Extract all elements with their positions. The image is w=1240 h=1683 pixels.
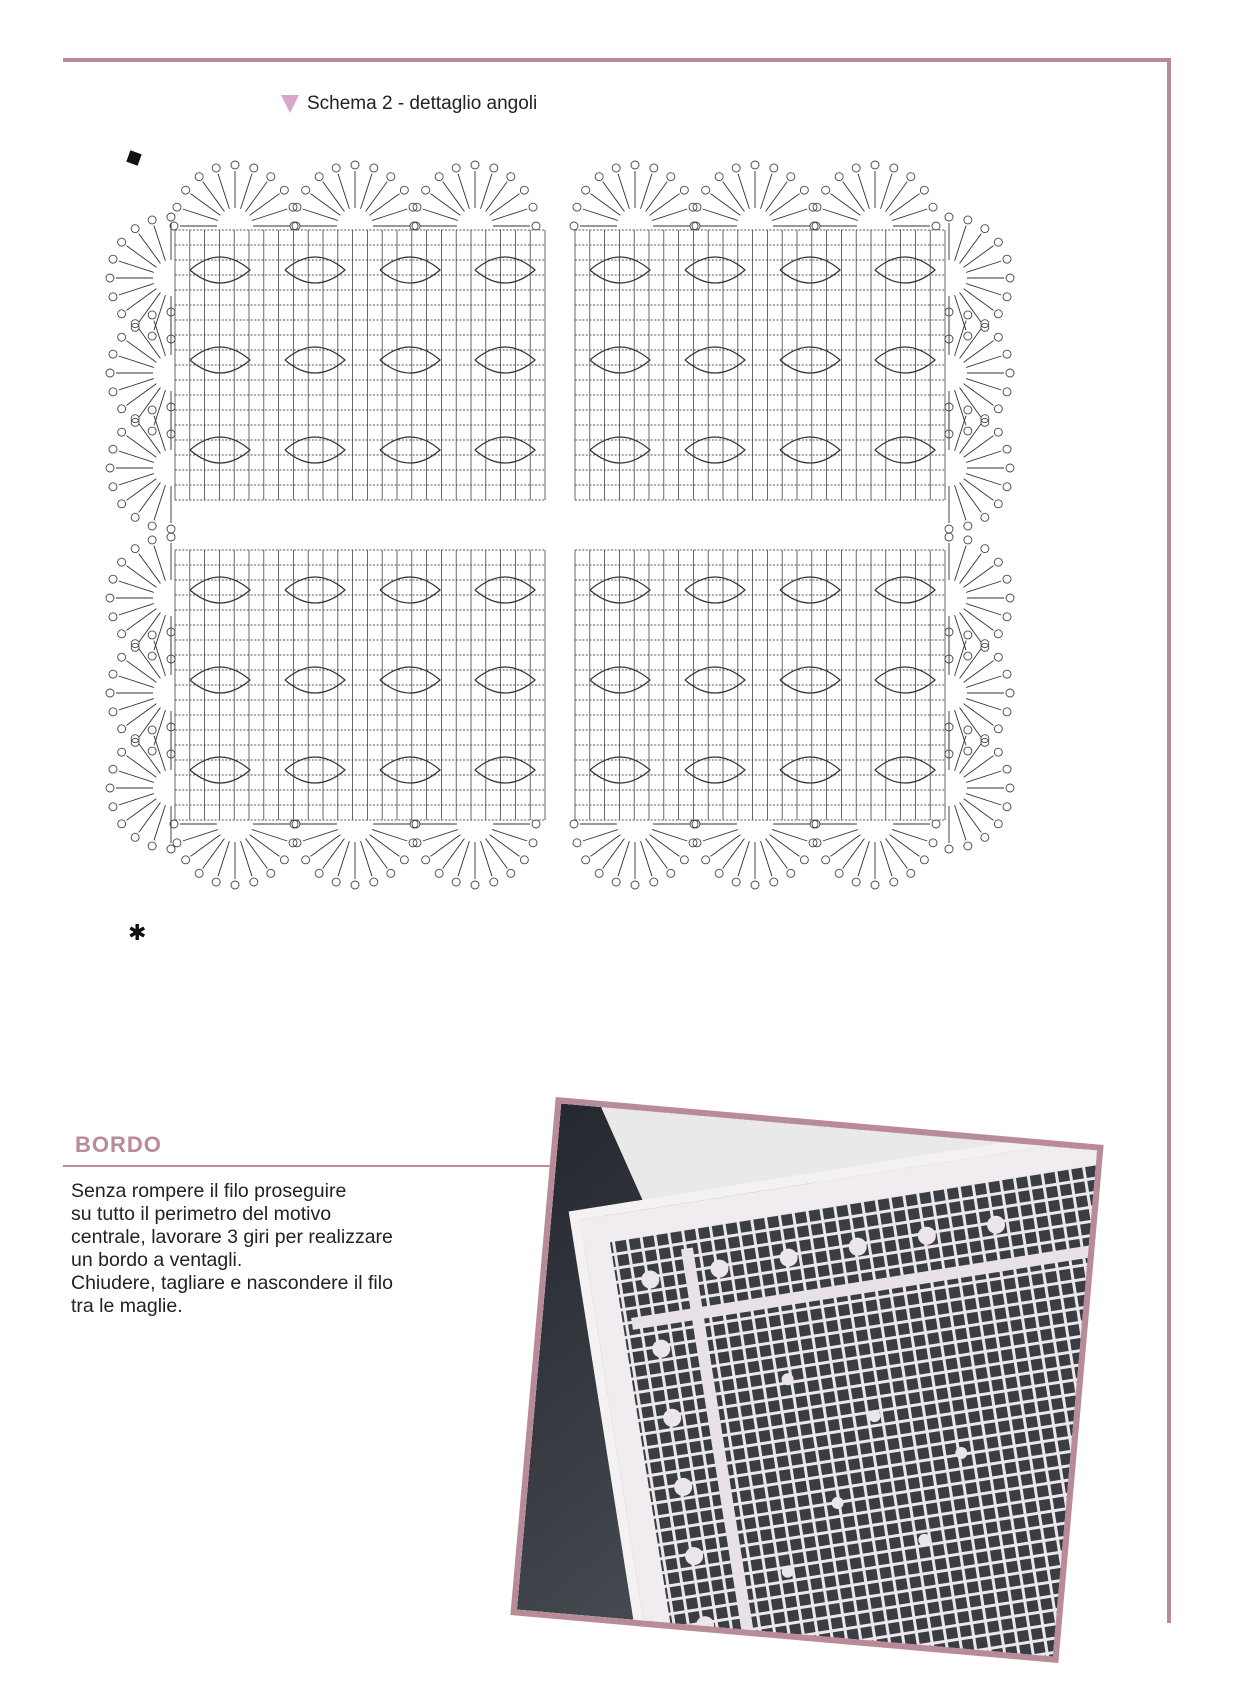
instruction-line: un bordo a ventagli.: [71, 1249, 243, 1271]
photo-frame: [510, 1097, 1103, 1663]
chart-quadrant-bottom-left: [106, 533, 545, 889]
lace-photo: [510, 1097, 1103, 1663]
section-title: BORDO: [75, 1132, 162, 1157]
right-border-rule: [1167, 58, 1171, 1623]
instruction-line: centrale, lavorare 3 giri per realizzare: [71, 1226, 393, 1248]
instruction-line: Chiudere, tagliare e nascondere il filo: [71, 1272, 393, 1294]
chart-quadrant-top-right: [570, 161, 1014, 533]
instruction-line: tra le maglie.: [71, 1295, 183, 1317]
top-border-rule: [63, 58, 1171, 62]
instruction-line: su tutto il perimetro del motivo: [71, 1203, 332, 1225]
section-divider: [63, 1165, 578, 1167]
instructions-text: [71, 1180, 521, 1318]
caption-text: Schema 2 - dettaglio angoli: [307, 93, 538, 114]
crochet-chart-diagram: [80, 150, 1130, 1080]
instruction-line: Senza rompere il filo proseguire: [71, 1180, 347, 1202]
lace-photo-image: [517, 1104, 1097, 1657]
diamond-marker-icon: [126, 150, 141, 165]
chart-quadrant-bottom-right: [570, 533, 1014, 889]
triangle-down-icon: [281, 95, 299, 113]
diagram-caption: [281, 93, 537, 115]
asterisk-marker-icon: ✱: [128, 920, 147, 945]
chart-quadrant-top-left: [106, 161, 545, 533]
